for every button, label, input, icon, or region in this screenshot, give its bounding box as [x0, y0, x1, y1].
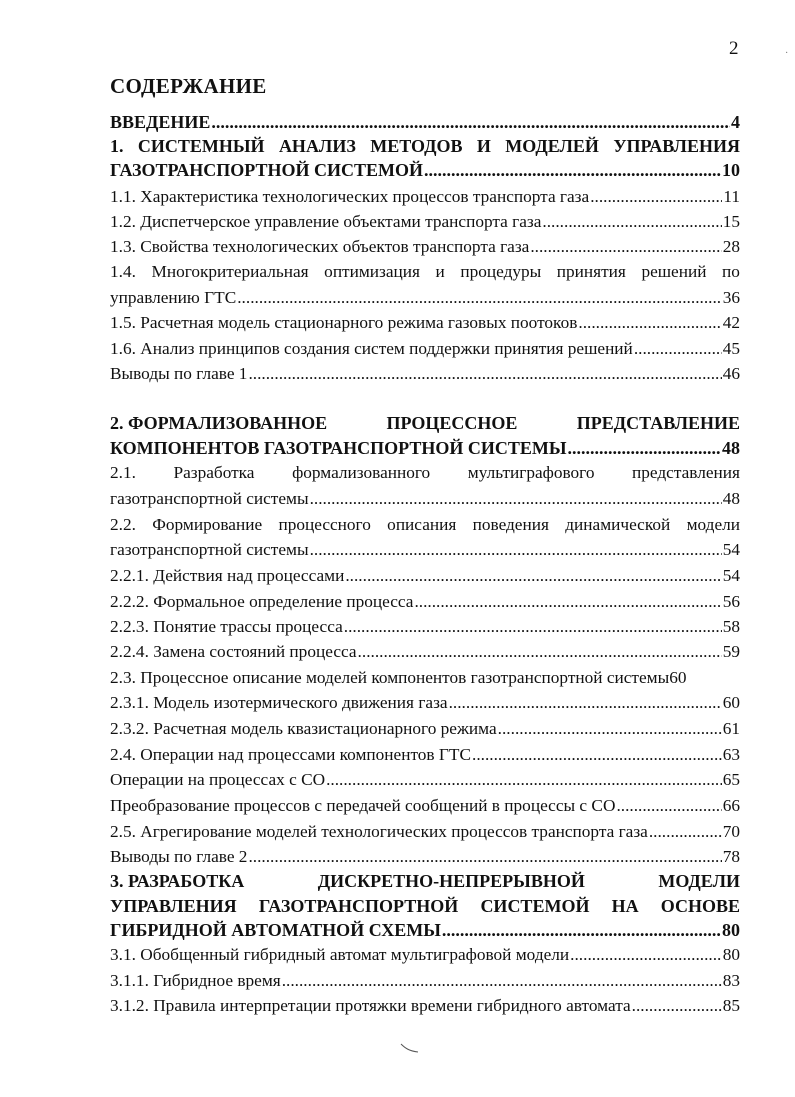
toc-page: 56 [722, 592, 740, 611]
toc-entry-2-1-line1 [110, 463, 740, 483]
toc-label: 3.1.2. Правила интерпретации протяжки времени гибридного автомата [110, 996, 631, 1015]
toc-word: по [722, 262, 740, 281]
toc-entry-3-1 [110, 945, 740, 965]
toc-page: 28 [722, 237, 740, 256]
toc-label: ВВЕДЕНИЕ [110, 112, 211, 132]
toc-entry-1-4-line2 [110, 288, 740, 308]
toc-entry-2-3-1 [110, 693, 740, 713]
toc-leader-dots [358, 642, 722, 662]
toc-entry-chapter-1-line2 [110, 160, 740, 180]
toc-label: ГИБРИДНОЙ АВТОМАТНОЙ СХЕМЫ [110, 920, 441, 940]
toc-entry-1-3 [110, 237, 740, 257]
toc-word: динамической [565, 515, 671, 534]
toc-label: 1.6. Анализ принципов создания систем поддержки принятия решений [110, 339, 633, 358]
toc-label: 3.1. Обобщенный гибридный автомат мультиграфовой модели [110, 945, 570, 964]
toc-word: МОДЕЛИ [658, 871, 740, 891]
page-number: 2 [729, 38, 739, 59]
toc-label: газотранспортной системы [110, 540, 309, 559]
toc-entry-2-2-3 [110, 617, 740, 637]
toc-word: СИСТЕМНЫЙ [137, 136, 265, 156]
toc-leader-dots [344, 617, 722, 637]
toc-entry-1-1 [110, 187, 740, 207]
toc-leader-dots [211, 112, 730, 132]
toc-word: решений [641, 262, 707, 281]
toc-leader-dots [282, 971, 722, 991]
toc-leader-dots [616, 796, 721, 816]
toc-page: 36 [722, 288, 740, 307]
toc-label: 2.2.1. Действия над процессами [110, 566, 345, 585]
toc-leader-dots [578, 313, 721, 333]
toc-leader-dots [310, 540, 722, 560]
toc-label: газотранспортной системы [110, 489, 309, 508]
toc-word: 2. ФОРМАЛИЗОВАННОЕ [110, 413, 328, 433]
toc-label: 1.1. Характеристика технологических процессов транспорта газа [110, 187, 590, 206]
toc-word: мультиграфового [467, 463, 595, 482]
toc-leader-dots [237, 288, 721, 308]
toc-label: 1.2. Диспетчерское управление объектами транспорта газа [110, 212, 542, 231]
toc-entry-2-1-line2 [110, 489, 740, 509]
toc-word: НА [611, 896, 639, 916]
toc-page: 48 [722, 438, 740, 458]
toc-entry-chapter-3-line2 [110, 896, 740, 916]
toc-leader-dots [248, 364, 721, 384]
toc-entry-2-5 [110, 822, 740, 842]
toc-page: 48 [722, 489, 740, 508]
toc-page: 61 [722, 719, 740, 738]
toc-leader-dots [570, 945, 722, 965]
toc-page: 10 [722, 160, 740, 180]
toc-label: 2.2.3. Понятие трассы процесса [110, 617, 343, 636]
toc-entry-chapter-3-line1 [110, 871, 740, 891]
toc-word: Разработка [173, 463, 255, 482]
toc-word: поведения [472, 515, 549, 534]
toc-leader-dots [248, 847, 721, 867]
toc-leader-dots [345, 566, 721, 586]
toc-word: ДИСКРЕТНО-НЕПРЕРЫВНОЙ [317, 871, 585, 891]
toc-label: 1.3. Свойства технологических объектов транспорта газа [110, 237, 530, 256]
toc-label: 1.5. Расчетная модель стационарного режима газовых поотоков [110, 313, 578, 332]
toc-label: 2.4. Операции над процессами компонентов ГТС [110, 745, 471, 764]
toc-word: 1. [110, 136, 124, 156]
toc-page: 54 [722, 566, 740, 585]
toc-label: Выводы по главе 2 [110, 847, 248, 866]
toc-word: представления [632, 463, 740, 482]
toc-label: 2.3. Процессное описание моделей компонентов газотранспортной системы [110, 668, 670, 687]
toc-word: Многокритериальная [151, 262, 309, 281]
toc-word: УПРАВЛЕНИЯ [110, 896, 237, 916]
toc-entry-conclusions-2 [110, 847, 740, 867]
toc-entry-2-3 [110, 668, 740, 688]
toc-page: 46 [722, 364, 740, 383]
toc-label: 2.2.4. Замена состояний процесса [110, 642, 357, 661]
page-title: СОДЕРЖАНИЕ [110, 74, 267, 98]
toc-label: Выводы по главе 1 [110, 364, 248, 383]
toc-entry-2-3-2 [110, 719, 740, 739]
toc-page: 63 [722, 745, 740, 764]
toc-page: 83 [722, 971, 740, 990]
toc-label: ГАЗОТРАНСПОРТНОЙ СИСТЕМОЙ [110, 160, 423, 180]
toc-word: И [476, 136, 491, 156]
toc-entry-conclusions-1 [110, 364, 740, 384]
toc-page: 42 [722, 313, 740, 332]
toc-leader-dots [449, 693, 722, 713]
toc-page: 59 [722, 642, 740, 661]
toc-label: КОМПОНЕНТОВ ГАЗОТРАНСПОРТНОЙ СИСТЕМЫ [110, 438, 567, 458]
toc-leader-dots [649, 822, 722, 842]
toc-word: ГАЗОТРАНСПОРТНОЙ [258, 896, 459, 916]
toc-page: 60 [722, 693, 740, 712]
toc-word: ПРЕДСТАВЛЕНИЕ [576, 413, 740, 433]
toc-entry-1-2 [110, 212, 740, 232]
toc-word: формализованного [292, 463, 431, 482]
toc-word: СИСТЕМОЙ [480, 896, 590, 916]
toc-page: 70 [722, 822, 740, 841]
toc-entry-1-5 [110, 313, 740, 333]
toc-word: описания [387, 515, 457, 534]
toc-page: 4 [731, 112, 740, 132]
toc-page: 78 [722, 847, 740, 866]
toc-leader-dots [542, 212, 721, 232]
toc-entry-3-1-2 [110, 996, 740, 1016]
toc-label: 2.3.1. Модель изотермического движения газа [110, 693, 448, 712]
toc-entry-3-1-1 [110, 971, 740, 991]
toc-word: МЕТОДОВ [370, 136, 463, 156]
toc-entry-2-2-1 [110, 566, 740, 586]
toc-leader-dots [442, 920, 721, 940]
toc-page: 85 [722, 996, 740, 1015]
toc-page: 54 [722, 540, 740, 559]
toc-label: 2.3.2. Расчетная модель квазистационарного режима [110, 719, 497, 738]
toc-page: 80 [722, 920, 740, 940]
toc-label: Операции на процессах с СО [110, 770, 326, 789]
toc-entry-2-2-line1 [110, 515, 740, 535]
toc-word: и [435, 262, 445, 281]
toc-entry-2-2-line2 [110, 540, 740, 560]
toc-page: 80 [722, 945, 740, 964]
toc-page: 15 [722, 212, 740, 231]
toc-label: 3.1.1. Гибридное время [110, 971, 281, 990]
toc-word: ПРОЦЕССНОЕ [386, 413, 518, 433]
toc-entry-chapter-2-line1 [110, 413, 740, 433]
toc-entry-operations [110, 770, 740, 790]
toc-word: 1.4. [110, 262, 136, 281]
toc-word: оптимизация [324, 262, 420, 281]
toc-leader-dots [568, 438, 721, 458]
toc-word: ОСНОВЕ [660, 896, 740, 916]
toc-entry-chapter-3-line3 [110, 920, 740, 940]
toc-leader-dots [472, 745, 722, 765]
toc-leader-dots [310, 489, 722, 509]
toc-word: 2.2. [110, 515, 136, 534]
toc-entry-transformation [110, 796, 740, 816]
toc-entry-chapter-2-line2 [110, 438, 740, 458]
toc-leader-dots [530, 237, 721, 257]
toc-entry-2-2-4 [110, 642, 740, 662]
toc-entry-2-2-2 [110, 592, 740, 612]
toc-page: 60 [669, 668, 687, 687]
toc-page: 58 [722, 617, 740, 636]
toc-page: 66 [722, 796, 740, 815]
toc-label: Преобразование процессов с передачей сообщений в процессы с СО [110, 796, 616, 815]
toc-leader-dots [634, 339, 722, 359]
toc-word: Формирование [152, 515, 263, 534]
toc-page: 65 [722, 770, 740, 789]
toc-label: управлению ГТС [110, 288, 237, 307]
toc-word: принятия [556, 262, 626, 281]
toc-leader-dots [590, 187, 722, 207]
toc-word: 2.1. [110, 463, 136, 482]
toc-word: МОДЕЛЕЙ [505, 136, 599, 156]
toc-word: процессного [278, 515, 371, 534]
toc-word: АНАЛИЗ [278, 136, 356, 156]
toc-word: процедуры [460, 262, 542, 281]
toc-entry-1-4-line1 [110, 262, 740, 282]
toc-page: 45 [722, 339, 740, 358]
toc-entry-2-4 [110, 745, 740, 765]
toc-page: 11 [723, 187, 740, 206]
toc-leader-dots [424, 160, 721, 180]
toc-entry-1-6 [110, 339, 740, 359]
toc-entry-chapter-1-line1 [110, 136, 740, 156]
toc-word: УПРАВЛЕНИЯ [613, 136, 740, 156]
pen-mark-decoration [400, 1042, 420, 1054]
scan-mark: · [785, 48, 789, 59]
toc-label: 2.5. Агрегирование моделей технологических процессов транспорта газа [110, 822, 648, 841]
toc-leader-dots [632, 996, 722, 1016]
toc-leader-dots [414, 592, 721, 612]
toc-word: 3. РАЗРАБОТКА [110, 871, 245, 891]
toc-leader-dots [326, 770, 722, 790]
toc-word: модели [686, 515, 740, 534]
toc-entry-intro [110, 112, 740, 132]
toc-label: 2.2.2. Формальное определение процесса [110, 592, 414, 611]
toc-leader-dots [498, 719, 722, 739]
